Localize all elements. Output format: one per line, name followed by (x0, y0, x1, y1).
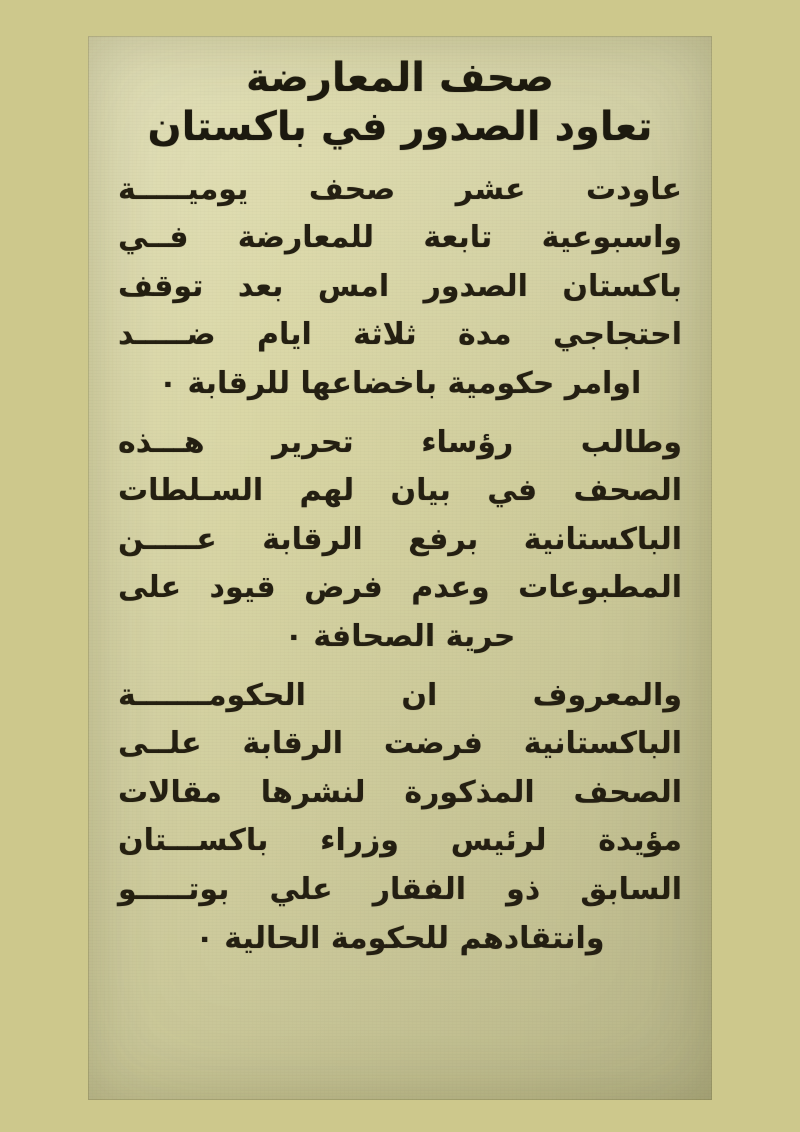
paragraph-one-line-3: باكستان الصدور امس بعد توقف (118, 268, 682, 304)
paragraph-one-line-2: واسبوعية تابعة للمعارضة فــي (118, 220, 682, 256)
paragraph-two-line-1: وطالب رؤساء تحرير هـــذه (118, 424, 682, 460)
paragraph-three-line-6: وانتقادهم للحكومة الحالية ٠ (195, 920, 605, 956)
paragraph-two-line-2: الصحف في بيان لهم السـلطات (118, 473, 682, 509)
paragraph-three-line-4: مؤيدة لرئيس وزراء باكســـتان (118, 823, 682, 859)
paragraph-one-line-4: احتجاجي مدة ثلاثة ايام ضـــــد (118, 317, 682, 353)
paragraph-one-line-5: اوامر حكومية باخضاعها للرقابة ٠ (158, 365, 642, 401)
headline-line-2: تعاود الصدور في باكستان (147, 103, 653, 150)
newspaper-clipping (88, 36, 712, 1100)
paragraph-two-line-4: المطبوعات وعدم فرض قيود على (118, 570, 682, 606)
paragraph-two-line-3: الباكستانية برفع الرقابة عـــــن (118, 521, 682, 557)
paragraph-three-line-2: الباكستانية فرضت الرقابة علــى (118, 726, 682, 762)
paragraph-three-line-3: الصحف المذكورة لنشرها مقالات (118, 774, 682, 810)
paragraph-three (118, 672, 682, 964)
clipping-content (88, 36, 712, 983)
headline-line-1: صحف المعارضة (245, 55, 555, 101)
paragraph-one-line-1: عاودت عشر صحف يوميـــــة (118, 171, 682, 207)
paragraph-two (118, 419, 682, 662)
article-headline (118, 54, 682, 152)
paragraph-one (118, 166, 682, 409)
article-body (118, 166, 682, 964)
paragraph-three-line-5: السابق ذو الفقار علي بوتـــــو (118, 871, 682, 907)
paragraph-two-line-5: حرية الصحافة ٠ (284, 618, 516, 654)
paragraph-three-line-1: والمعروف ان الحكومـــــــة (118, 677, 682, 713)
